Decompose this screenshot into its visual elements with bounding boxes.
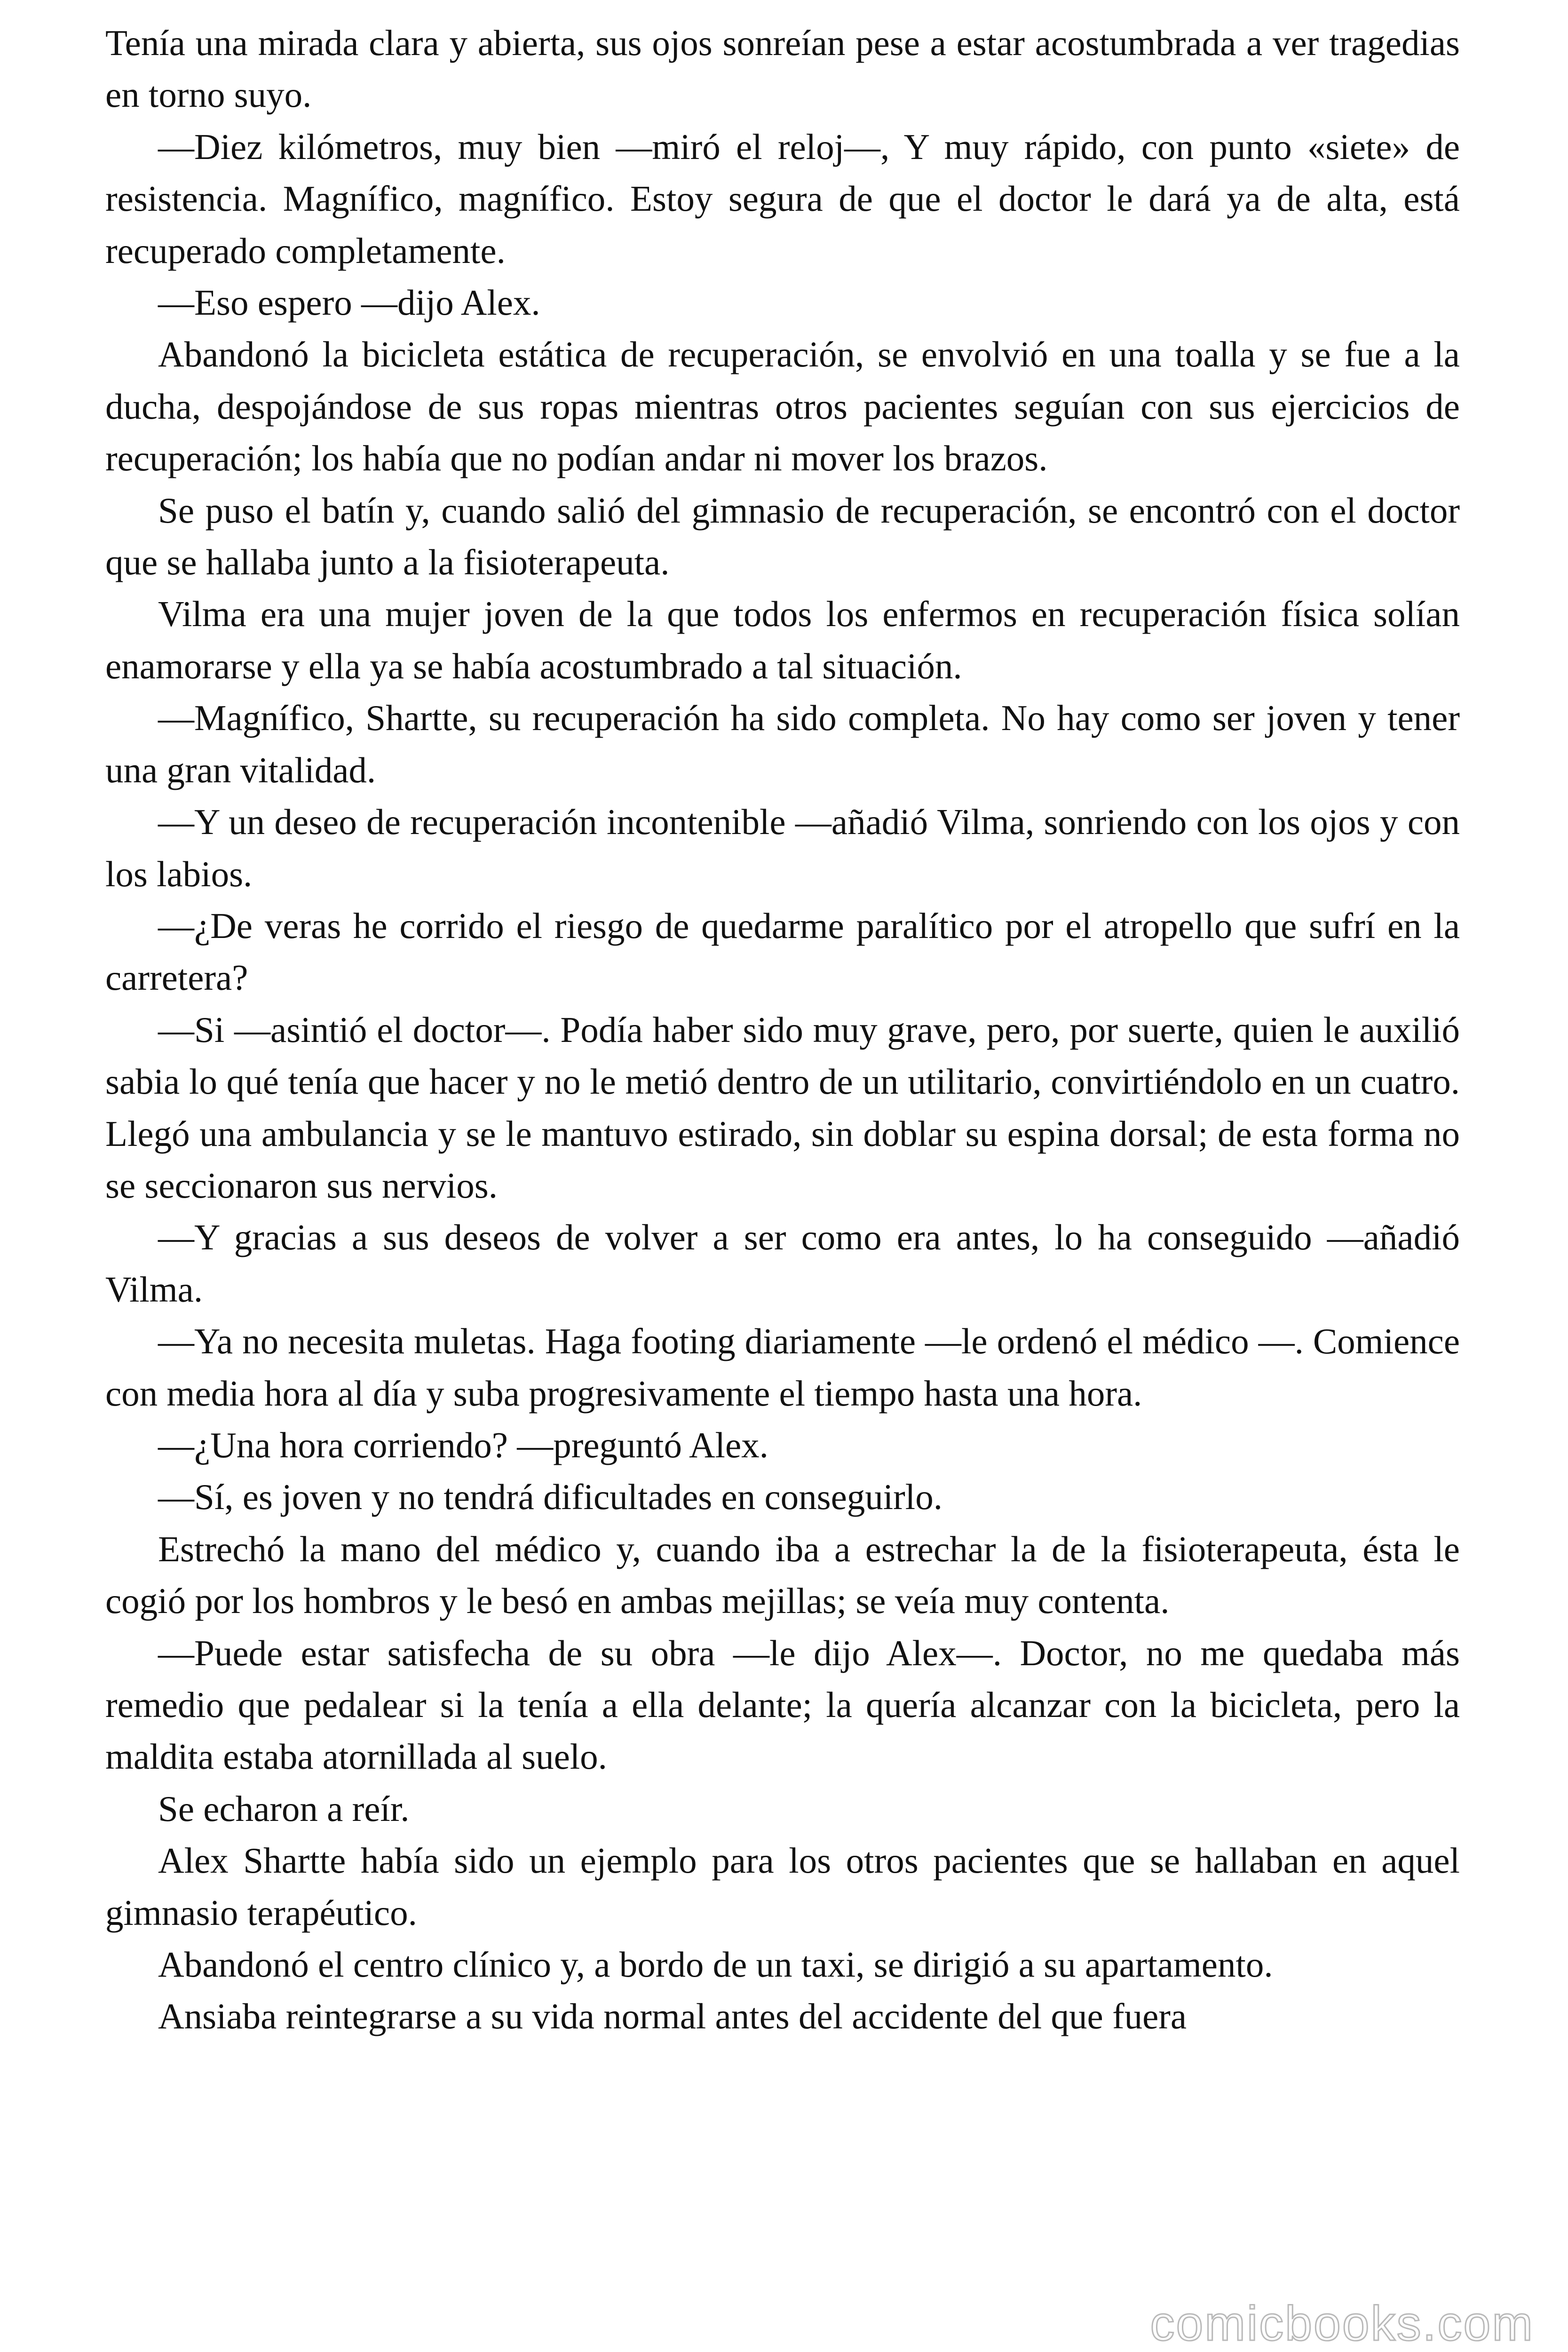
paragraph: —Y gracias a sus deseos de volver a ser como era antes, lo ha conseguido —añadió Vilma. xyxy=(105,1217,1460,1310)
paragraph: Estrechó la mano del médico y, cuando iba a estrechar la de la fisioterapeuta, ésta le cogió por los hombros y le besó en ambas mejillas; se veía muy contenta. xyxy=(105,1528,1460,1621)
paragraph: —Diez kilómetros, muy bien —miró el reloj—, Y muy rápido, con punto «siete» de resistencia. Magnífico, magnífico. Estoy segura de que el doctor le dará ya de alta, está recuperado completamente. xyxy=(105,126,1460,271)
paragraph: —Puede estar satisfecha de su obra —le dijo Alex—. Doctor, no me quedaba más remedio que pedalear si la tenía a ella delante; la quería alcanzar con la bicicleta, pero la maldita estaba atornillada al suelo. xyxy=(105,1632,1460,1777)
paragraph: —Magnífico, Shartte, su recuperación ha sido completa. No hay como ser joven y tener una gran vitalidad. xyxy=(105,698,1460,790)
paragraph: Se puso el batín y, cuando salió del gimnasio de recuperación, se encontró con el doctor que se hallaba junto a la fisioterapeuta. xyxy=(105,490,1460,583)
paragraph: —Sí, es joven y no tendrá dificultades en conseguirlo. xyxy=(158,1477,942,1518)
paragraph: Abandonó el centro clínico y, a bordo de un taxi, se dirigió a su apartamento. xyxy=(158,1944,1273,1985)
paragraph: —Eso espero —dijo Alex. xyxy=(158,282,540,323)
paragraph: Tenía una mirada clara y abierta, sus ojos sonreían pese a estar acostumbrada a ver tragedias en torno suyo. xyxy=(105,23,1460,115)
body-text xyxy=(105,17,1460,2042)
paragraph: —¿De veras he corrido el riesgo de quedarme paralítico por el atropello que sufrí en la carretera? xyxy=(105,905,1460,998)
paragraph: Vilma era una mujer joven de la que todos los enfermos en recuperación física solían enamorarse y ella ya se había acostumbrado a tal situación. xyxy=(105,594,1460,686)
paragraph: —Ya no necesita muletas. Haga footing diariamente —le ordenó el médico —. Comience con media hora al día y suba progresivamente el tiempo hasta una hora. xyxy=(105,1321,1460,1414)
paragraph: Alex Shartte había sido un ejemplo para los otros pacientes que se hallaban en aquel gimnasio terapéutico. xyxy=(105,1840,1460,1933)
paragraph: Abandonó la bicicleta estática de recuperación, se envolvió en una toalla y se fue a la ducha, despojándose de sus ropas mientras otros pacientes seguían con sus ejercicios de recuperación; los había que no podían andar ni mover los brazos. xyxy=(105,334,1460,479)
paragraph: Ansiaba reintegrarse a su vida normal antes del accidente del que fuera xyxy=(158,1996,1187,2037)
paragraph: —¿Una hora corriendo? —preguntó Alex. xyxy=(158,1424,768,1465)
paragraph: Se echaron a reír. xyxy=(158,1788,410,1829)
paragraph: —Si —asintió el doctor—. Podía haber sido muy grave, pero, por suerte, quien le auxilió sabia lo qué tenía que hacer y no le metió dentro de un utilitario, convirtiéndolo en un cuatro. Llegó una ambulancia y se le mantuvo estirado, sin doblar su espina dorsal; de esta forma no se seccionaron sus nervios. xyxy=(105,1009,1460,1206)
watermark-logo: comicbooks.com xyxy=(1150,2296,1534,2351)
paragraph: —Y un deseo de recuperación incontenible —añadió Vilma, sonriendo con los ojos y con los labios. xyxy=(105,802,1460,894)
